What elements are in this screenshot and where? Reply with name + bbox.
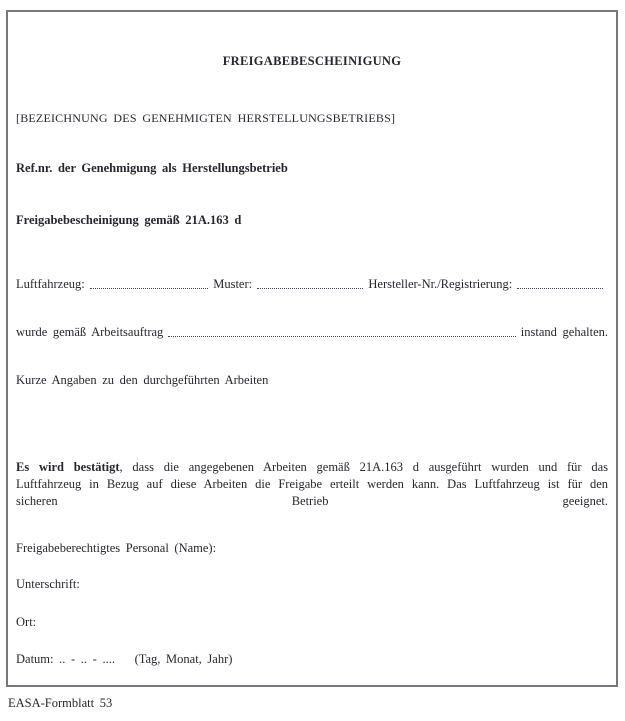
approval-reference-label: Ref.nr. der Genehmigung als Herstellungsbetrieb (16, 161, 288, 175)
form-number-footer: EASA-Formblatt 53 (8, 696, 113, 710)
release-certificate-label: Freigabebescheinigung gemäß 21A.163 d (16, 213, 242, 227)
aircraft-fill-field (90, 287, 209, 289)
form-border-box (6, 10, 618, 687)
work-order-prefix: wurde gemäß Arbeitsauftrag (16, 325, 164, 339)
certifying-staff-label: Freigabeberechtigtes Personal (Name): (16, 541, 217, 555)
aircraft-type-fill-field (257, 287, 363, 289)
date-format-hint: (Tag, Monat, Jahr) (134, 652, 233, 666)
signature-label: Unterschrift: (16, 577, 80, 591)
date-row (16, 651, 608, 667)
place-label: Ort: (16, 615, 37, 629)
work-order-suffix: instand gehalten. (520, 325, 608, 339)
date-label: Datum: (16, 652, 54, 666)
page-title: FREIGABEBESCHEINIGUNG (222, 54, 402, 68)
aircraft-row (16, 276, 608, 292)
date-value: .. - .. - .... (59, 652, 115, 666)
serial-registration-fill-field (517, 287, 603, 289)
work-order-fill-field (168, 335, 515, 337)
aircraft-label: Luftfahrzeug: (16, 277, 85, 291)
certification-statement (16, 459, 608, 510)
work-summary-label: Kurze Angaben zu den durchgeführten Arbeiten (16, 373, 269, 387)
aircraft-type-label: Muster: (213, 277, 253, 291)
serial-registration-label: Hersteller-Nr./Registrierung: (368, 277, 513, 291)
certification-statement-rest: , dass die angegebenen Arbeiten gemäß 21A.163 d ausgeführt wurden und für das Luftfahrzeug in Bezug auf diese Arbeiten die Freigabe erteilt werden kann. Das Luftfahrzeug ist für den sicheren Betrieb geeignet. (16, 460, 608, 508)
manufacturer-name-placeholder: [BEZEICHNUNG DES GENEHMIGTEN HERSTELLUNGSBETRIEBS] (16, 111, 396, 125)
certification-statement-bold: Es wird bestätigt (16, 460, 120, 474)
work-order-row (16, 324, 608, 340)
